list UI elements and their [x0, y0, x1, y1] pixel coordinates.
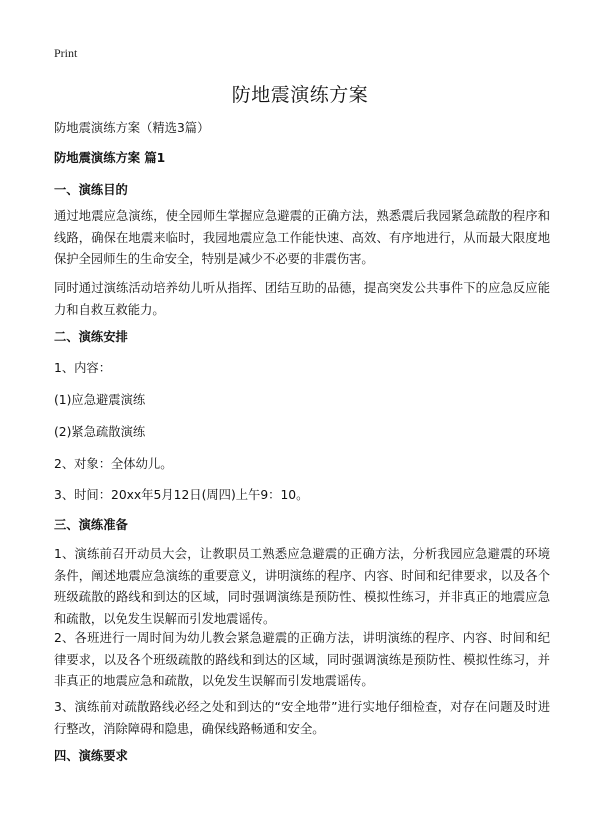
arrangement-item-1: (1)应急避震演练	[54, 393, 146, 407]
purpose-paragraph-2: 同时通过演练活动培养幼儿听从指挥、团结互助的品德，提高突发公共事件下的应急反应能力和自救互救能力。	[54, 281, 550, 317]
arrangement-content-label: 1、内容：	[54, 361, 112, 375]
heading-arrangement: 二、演练安排	[54, 330, 128, 344]
page-title: 防地震演练方案	[231, 84, 369, 106]
arrangement-item-2: (2)紧急疏散演练	[54, 425, 146, 439]
purpose-paragraph-1: 通过地震应急演练，使全园师生掌握应急避震的正确方法，熟悉震后我园紧急疏散的程序和线路，确保在地震来临时，我园地震应急工作能快速、高效、有序地进行，从而最大限度地保护全园师生的生命安全，特别是减少不必要的非震伤害。	[54, 209, 550, 266]
preparation-paragraph-1: 1、演练前召开动员大会，让教职员工熟悉应急避震的正确方法，分析我园应急避震的环境条件，阐述地震应急演练的重要意义，讲明演练的程序、内容、时间和纪律要求，以及各个班级疏散的路线和到达的区域，同时强调演练是预防性、模拟性练习，并非真正的地震应急和疏散，以免发生误解而引发地震谣传。	[54, 547, 550, 626]
preparation-paragraph-2: 2、各班进行一周时间为幼儿教会紧急避震的正确方法，讲明演练的程序、内容、时间和纪律要求，以及各个班级疏散的路线和到达的区域，同时强调演练是预防性、模拟性练习，并非真正的地震应急和疏散，以免发生误解而引发地震谣传。	[54, 631, 550, 688]
section-heading: 防地震演练方案 篇1	[54, 151, 166, 165]
heading-requirements: 四、演练要求	[54, 749, 128, 763]
preparation-paragraph-3: 3、演练前对疏散路线必经之处和到达的“安全地带”进行实地仔细检查，对存在问题及时进行整改，消除障碍和隐患，确保线路畅通和安全。	[54, 700, 550, 736]
heading-purpose: 一、演练目的	[54, 183, 128, 197]
print-label: Print	[54, 46, 78, 60]
arrangement-target: 2、对象：全体幼儿。	[54, 457, 173, 471]
heading-preparation: 三、演练准备	[54, 518, 128, 532]
document-subtitle: 防地震演练方案（精选3篇）	[54, 121, 210, 135]
arrangement-time: 3、时间：20xx年5月12日(周四)上午9：10。	[54, 488, 309, 502]
